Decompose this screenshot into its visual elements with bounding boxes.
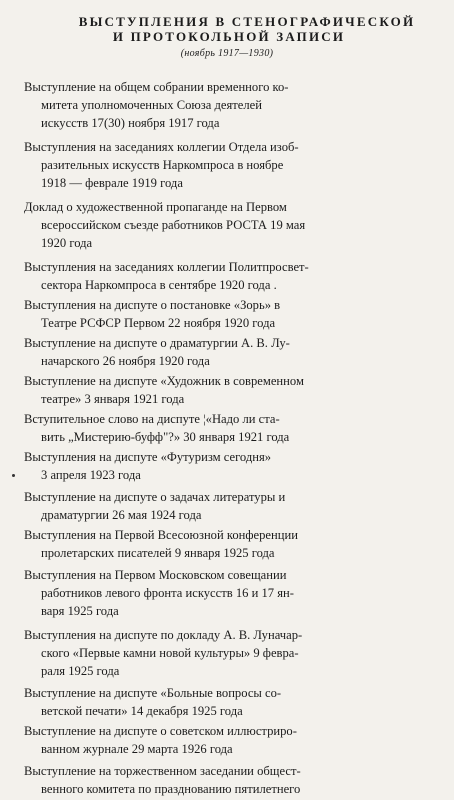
toc-entry [0,626,454,680]
toc-entry-line: Выступления на Первом Московском совещании [24,568,287,582]
toc-entry-line: ского «Первые камни новой культуры» 9 февра- [41,646,299,660]
toc-entry-line: раля 1925 года [41,664,120,678]
toc-entry-line: всероссийском съезде работников РОСТА 19 мая [41,218,306,232]
toc-entry-line: искусств 17(30) ноября 1917 года [41,116,220,130]
section-title-line-2: И ПРОТОКОЛЬНОЙ ЗАПИСИ [112,29,346,44]
toc-entry [0,526,454,562]
toc-entry [0,566,454,620]
toc-entry [0,488,454,524]
toc-entry [0,138,454,192]
toc-entry-line: Выступление на торжественном заседании общест- [24,764,301,778]
toc-entry-line: Выступление на диспуте о советском иллюстриро- [24,724,297,738]
toc-entry-line: варя 1925 года [41,604,119,618]
toc-entry-line: Выступление на диспуте «Художник в современном [24,374,304,388]
section-subtitle: (ноябрь 1917—1930) [180,48,274,59]
table-of-contents [0,78,454,800]
toc-entry [0,296,454,332]
toc-entry-line: Доклад о художественной пропаганде на Первом [24,200,287,214]
toc-entry [0,684,454,720]
toc-entry-line: 1920 года [41,236,93,250]
toc-entry-line: Выступления на Первой Всесоюзной конференции [24,528,298,542]
toc-entry-line: театре» 3 января 1921 года [41,392,185,406]
toc-entry-line: Выступления на диспуте по докладу А. В. Луначар- [24,628,303,642]
section-header [0,14,454,60]
toc-entry-line: Выступления на диспуте «Футуризм сегодня» [24,450,272,464]
toc-entry-line: работников левого фронта искусств 16 и 17 ян- [41,586,294,600]
toc-entry-line: сектора Наркомпроса в сентябре 1920 года . [41,278,277,292]
toc-entry-line: ветской печати» 14 декабря 1925 года [41,704,243,718]
toc-entry [0,410,454,446]
toc-entry-line: венного комитета по празднованию пятилетнего [41,782,301,796]
toc-entry-line: начарского 26 ноября 1920 года [41,354,210,368]
toc-entry [0,448,454,484]
toc-entry-line: 3 апреля 1923 года [41,468,141,482]
toc-entry [0,372,454,408]
toc-entry [0,722,454,758]
toc-entry-line: пролетарских писателей 9 января 1925 года [41,546,275,560]
toc-entry-line: митета уполномоченных Союза деятелей [41,98,263,112]
section-title-line-1: ВЫСТУПЛЕНИЯ В СТЕНОГРАФИЧЕСКОЙ [78,14,416,29]
toc-entry-line: Выступление на диспуте о задачах литературы и [24,490,286,504]
toc-entry-line: вить „Мистерию-буфф"?» 30 января 1921 года [41,430,290,444]
toc-entry [0,198,454,252]
toc-entry-line: Вступительное слово на диспуте ¦«Надо ли ста- [24,412,280,426]
toc-entry-line: Выступление на общем собрании временного ко- [24,80,289,94]
toc-entry-line: 1918 — феврале 1919 года [41,176,183,190]
toc-entry-line: Выступление на диспуте о драматургии А. В. Лу- [24,336,290,350]
toc-entry-line: ванном журнале 29 марта 1926 года [41,742,233,756]
toc-entry-line: Выступление на диспуте «Больные вопросы со- [24,686,282,700]
toc-entry [0,258,454,294]
toc-entry-line: Выступления на диспуте о постановке «Зорь» в [24,298,281,312]
toc-entry [0,762,454,798]
ink-smudge [12,474,15,477]
toc-entry-line: Выступления на заседаниях коллегии Политпросвет- [24,260,309,274]
toc-entry-line: разительных искусств Наркомпроса в ноябре [41,158,284,172]
toc-entry [0,78,454,132]
toc-entry-line: Театре РСФСР Первом 22 ноября 1920 года [41,316,276,330]
toc-entry-line: драматургии 26 мая 1924 года [41,508,202,522]
toc-entry-line: Выступления на заседаниях коллегии Отдела изоб- [24,140,299,154]
toc-entry [0,334,454,370]
